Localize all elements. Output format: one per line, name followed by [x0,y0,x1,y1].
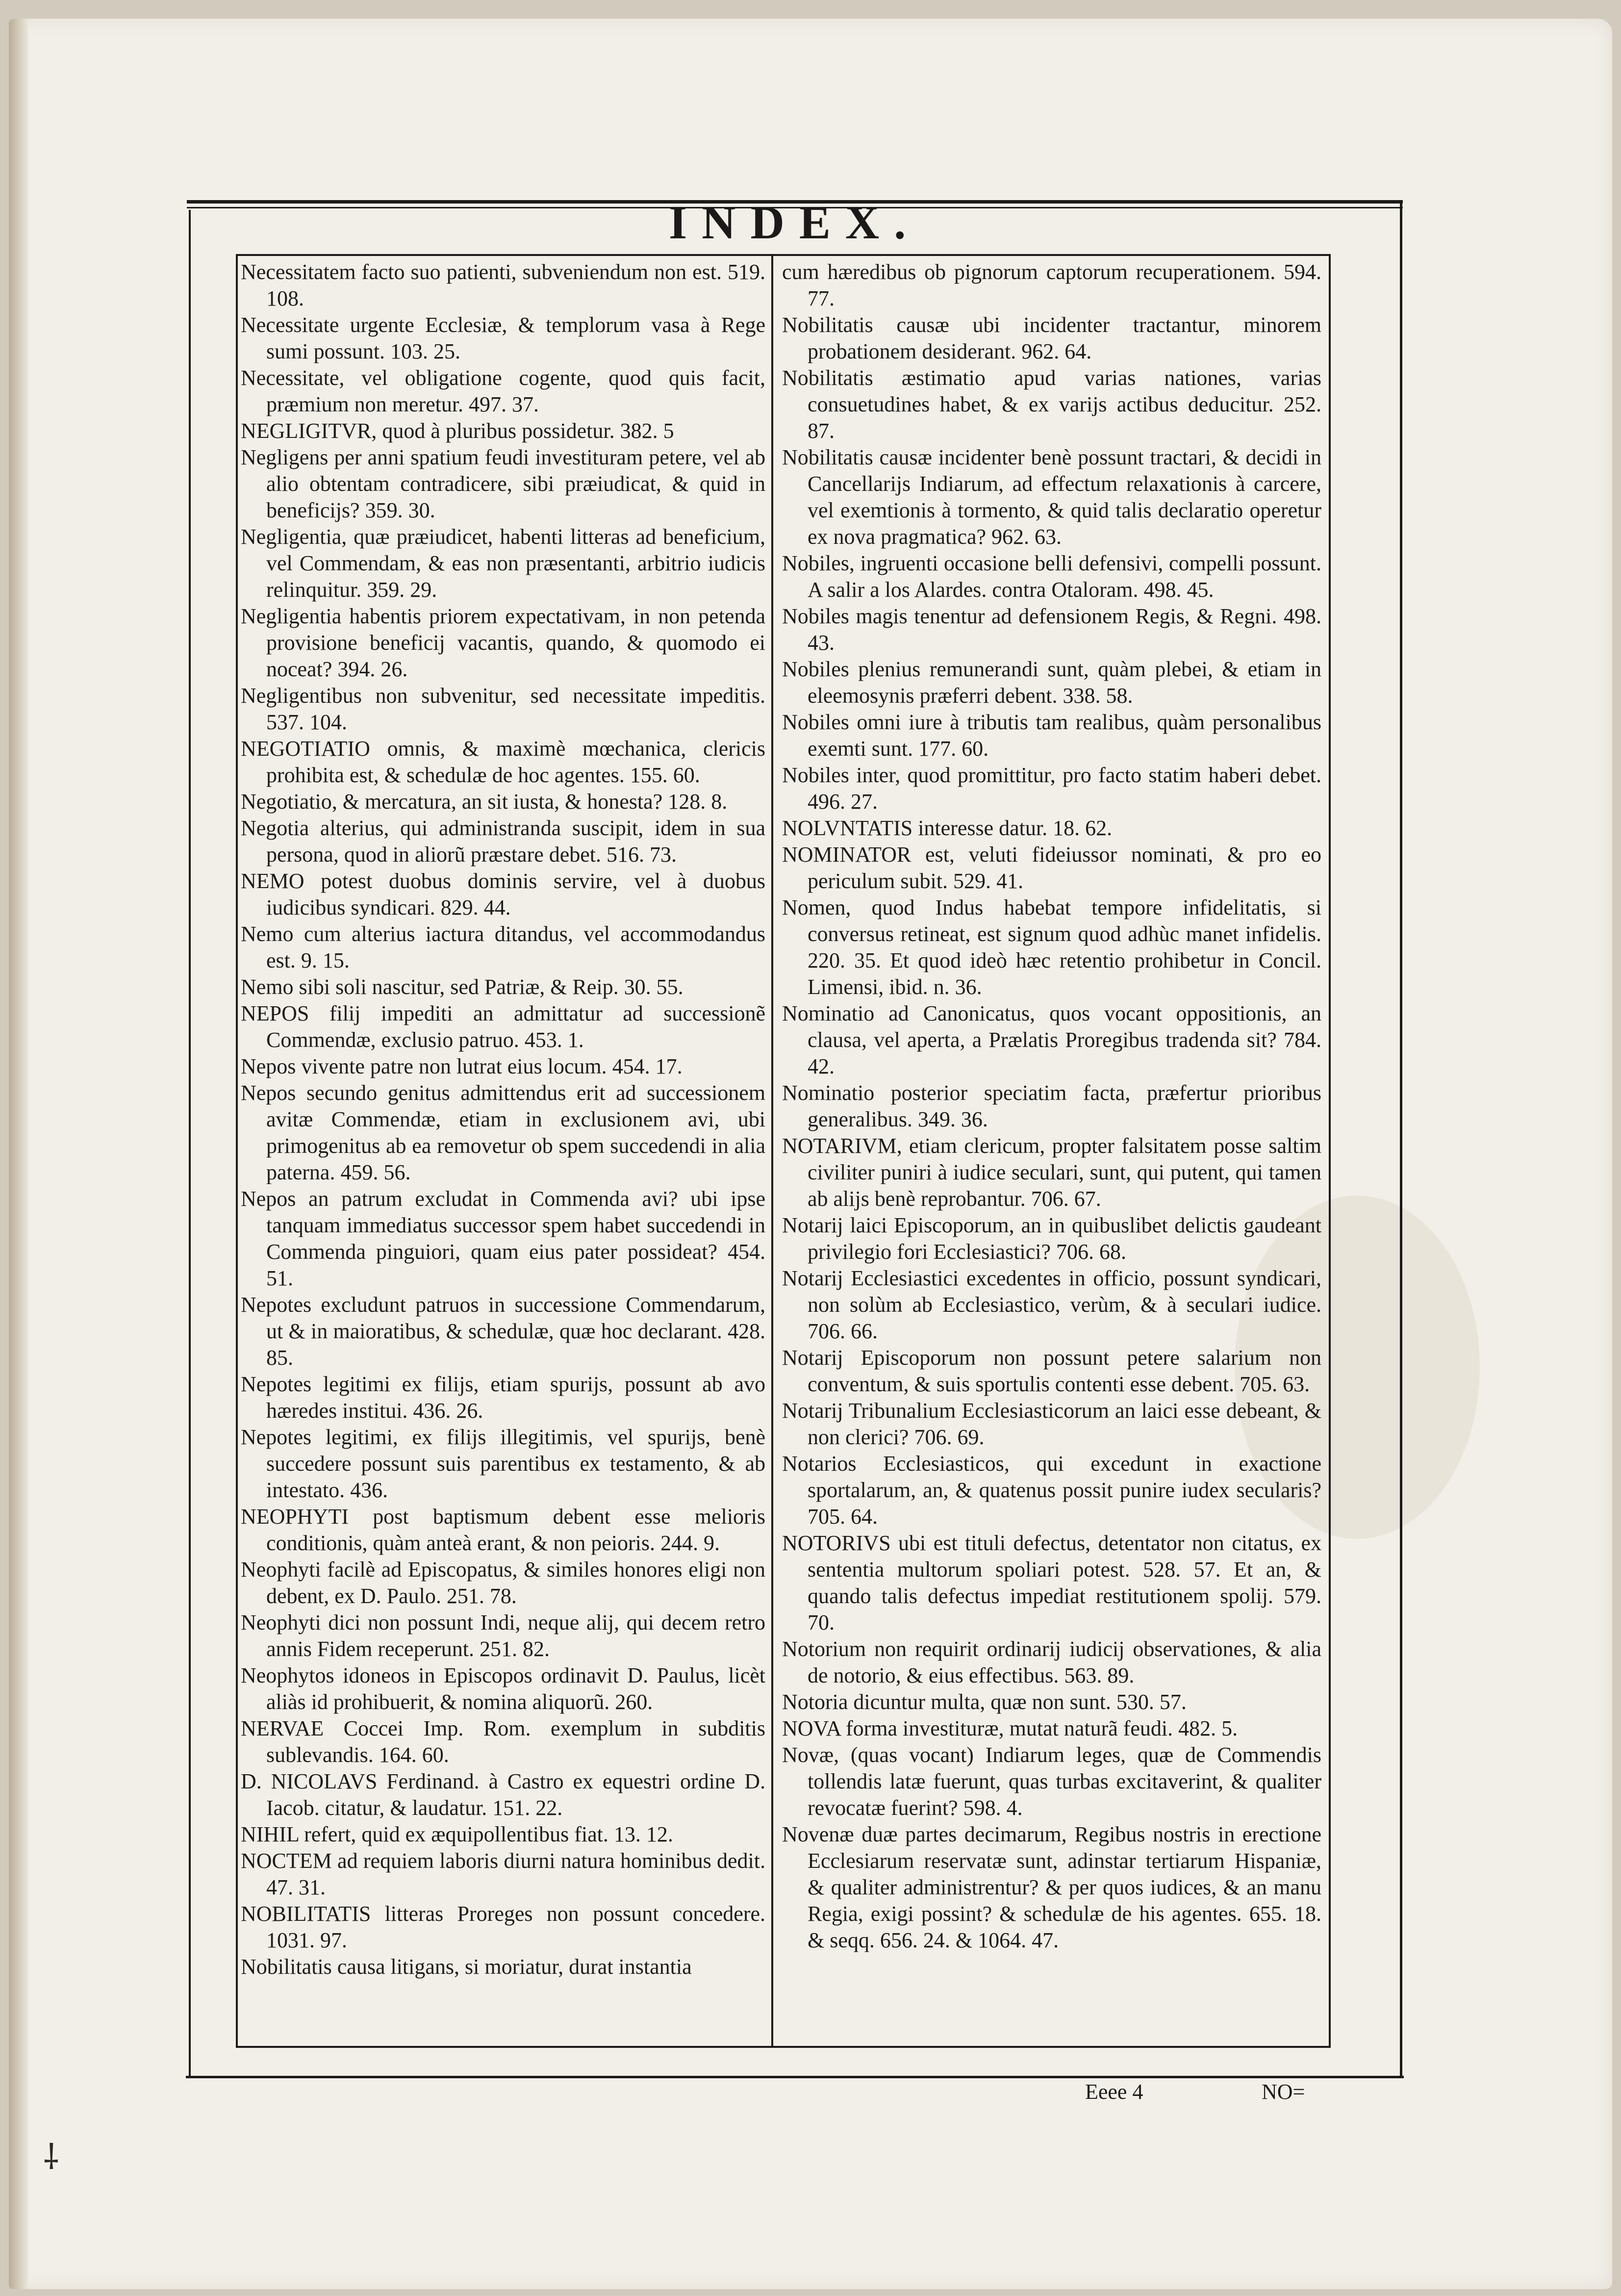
index-entry: NOMINATOR est, veluti fideiussor nominati, & pro eo periculum subit. 529. 41. [782,842,1321,893]
index-entry: Nobiles magis tenentur ad defensionem Regis, & Regni. 498. 43. [782,604,1321,655]
index-entry: Negligentia habentis priorem expectativam, in non petenda provisione beneficij vacantis, quando, & quomodo ei noceat? 394. 26. [241,604,765,681]
index-entry: Negligens per anni spatium feudi investituram petere, vel ab alio obtentam contradicere, sibi præiudicat, & quid in beneficijs? 359. 30. [241,445,765,522]
index-entry: NOBILITATIS litteras Proreges non possunt concedere. 1031. 97. [241,1902,765,1952]
index-entry: Notarios Ecclesiasticos, qui excedunt in exactione sportalarum, an, & quatenus possit punire iudex secularis? 705. 64. [782,1452,1321,1529]
index-entry: Nominatio posterior speciatim facta, præfertur prioribus generalibus. 349. 36. [782,1081,1321,1131]
flourish-icon: ⸸ [43,2137,59,2177]
book-page [9,19,1612,2289]
index-entry: Negligentibus non subvenitur, sed necessitate impeditis. 537. 104. [241,684,765,734]
index-entry: Necessitate, vel obligatione cogente, quod quis facit, præmium non meretur. 497. 37. [241,366,765,416]
printed-frame [183,185,1406,2103]
index-entry: Negotia alterius, qui administranda suscipit, idem in sua persona, quod in aliorũ præstare debet. 516. 73. [241,816,765,867]
index-entry: Nemo cum alterius iactura ditandus, vel accommodandus est. 9. 15. [241,922,765,972]
index-entry: Neophyti dici non possunt Indi, neque alij, qui decem retro annis Fidem receperunt. 251. 82. [241,1610,765,1661]
index-entry: Novæ, (quas vocant) Indiarum leges, quæ de Commendis tollendis latæ fuerunt, quas turbas excitaverint, & qualiter revocatæ fuerint? 598. 4. [782,1743,1321,1820]
index-entry: Notarij laici Episcoporum, an in quibuslibet delictis gaudeant privilegio fori Ecclesiastici? 706. 68. [782,1213,1321,1264]
index-entry: NEMO potest duobus dominis servire, vel à duobus iudicibus syndicari. 829. 44. [241,869,765,919]
right-column [782,259,1321,1954]
index-entry: Necessitate urgente Ecclesiæ, & templorum vasa à Rege sumi possunt. 103. 25. [241,313,765,363]
index-entry: Nepos secundo genitus admittendus erit ad successionem avitæ Commendæ, etiam in exclusionem avi, ubi primogenitus ab ea removetur ob spem succedendi in alia paterna. 459. 56. [241,1081,765,1184]
index-entry: NOTORIVS ubi est tituli defectus, detentator non citatus, ex sententia multorum spoliari potest. 528. 57. Et an, & quando talis defectus impediat restitutionem spolij. 579. 70. [782,1531,1321,1634]
index-entry: Neophytos idoneos in Episcopos ordinavit D. Paulus, licèt aliàs id prohibuerit, & nomina aliquorũ. 260. [241,1663,765,1714]
index-entry: Notarij Tribunalium Ecclesiasticorum an laici esse debeant, & non clerici? 706. 69. [782,1399,1321,1449]
index-entry: Nepos an patrum excludat in Commenda avi? ubi ipse tanquam immediatus successor spem habet succedendi in Commenda pinguiori, quam eius pater possideat? 454. 51. [241,1187,765,1290]
left-border [189,210,191,2078]
index-entry: NEGLIGITVR, quod à pluribus possidetur. 382. 5 [241,419,674,443]
book-spine [9,19,28,2289]
column-divider [771,254,773,2046]
index-entry: Nobilitatis causa litigans, si moriatur, durat instantia [241,1955,692,1979]
index-entry: Notorium non requirit ordinarij iudicij observationes, & alia de notorio, & eius effectibus. 563. 89. [782,1637,1321,1687]
index-entry: Nominatio ad Canonicatus, quos vocant oppositionis, an clausa, vel aperta, a Prælatis Proregibus tradenda sit? 784. 42. [782,1001,1321,1078]
index-entry: NERVAE Coccei Imp. Rom. exemplum in subditis sublevandis. 164. 60. [241,1716,765,1767]
index-entry: cum hæredibus ob pignorum captorum recuperationem. 594. 77. [782,260,1321,310]
bottom-rule [186,2076,1404,2078]
index-entry: Notarij Ecclesiastici excedentes in officio, possunt syndicari, non solùm ab Ecclesiastico, verùm, & à seculari iudice. 706. 66. [782,1266,1321,1343]
index-entry: Nobiles plenius remunerandi sunt, quàm plebei, & etiam in eleemosynis præferri debent. 338. 58. [782,657,1321,708]
left-column [241,259,765,1980]
index-entry: Notarij Episcoporum non possunt petere salarium non conventum, & suis sportulis contenti esse debent. 705. 63. [782,1346,1321,1396]
index-entry: NIHIL refert, quid ex æquipollentibus fiat. 13. 12. [241,1822,673,1846]
index-entry: D. NICOLAVS Ferdinand. à Castro ex equestri ordine D. Iacob. citatur, & laudatur. 151. 22. [241,1769,765,1820]
index-entry: Nepotes excludunt patruos in successione Commendarum, ut & in maioratibus, & schedulæ, quæ hoc declarant. 428. 85. [241,1293,765,1370]
index-entry: NEPOS filij impediti an admittatur ad successionẽ Commendæ, exclusio patruo. 453. 1. [241,1001,765,1052]
index-entry: Negotiatio, & mercatura, an sit iusta, & honesta? 128. 8. [241,790,728,814]
index-entry: Negligentia, quæ præiudicet, habenti litteras ad beneficium, vel Commendam, & eas non præsentanti, arbitrio iudicis relinquitur. 359. 29. [241,525,765,602]
index-entry: Neophyti facilè ad Episcopatus, & similes honores eligi non debent, ex D. Paulo. 251. 78. [241,1557,765,1608]
index-entry: Nepotes legitimi ex filijs, etiam spurijs, possunt ab avo hæredes institui. 436. 26. [241,1372,765,1423]
index-entry: Nepotes legitimi, ex filijs illegitimis, vel spurijs, benè succedere possunt suis parentibus ex testamento, & ab intestato. 436. [241,1425,765,1502]
index-entry: Nemo sibi soli nascitur, sed Patriæ, & Reip. 30. 55. [241,975,684,999]
index-entry: Nobilitatis æstimatio apud varias nationes, varias consuetudines habet, & ex varijs actibus deducitur. 252. 87. [782,366,1321,443]
index-entry: NOVA forma investituræ, mutat naturã feudi. 482. 5. [782,1716,1238,1740]
index-entry: NOLVNTATIS interesse datur. 18. 62. [782,816,1113,840]
signature-mark: Eeee 4 [1085,2080,1143,2104]
index-entry: Nepos vivente patre non lutrat eius locum. 454. 17. [241,1054,683,1078]
index-entry: Necessitatem facto suo patienti, subveniendum non est. 519. 108. [241,260,765,310]
index-entry: Nobilitatis causæ incidenter benè possunt tractari, & decidi in Cancellarijs Indiarum, ad effectum relaxationis à carcere, vel exemtionis à tormento, & quid talis declaratio operetur ex nova pragmatica? 962. 63. [782,445,1321,549]
index-entry: Nobiles, ingruenti occasione belli defensivi, compelli possunt. A salir a los Alardes. contra Otaloram. 498. 45. [782,551,1321,602]
index-entry: Novenæ duæ partes decimarum, Regibus nostris in erectione Ecclesiarum reservatæ sunt, adinstar tertiarum Hispaniæ, & qualiter administrentur? & per quos iudices, & an manu Regia, exigi possint? & schedulæ de his agentes. 655. 18. & seqq. 656. 24. & 1064. 47. [782,1822,1321,1952]
index-entry: NOTARIVM, etiam clericum, propter falsitatem posse saltim civiliter puniri à iudice seculari, sunt, qui putent, qui tamen ab alijs benè reprobantur. 706. 67. [782,1134,1321,1211]
index-entry: Nobilitatis causæ ubi incidenter tractantur, minorem probationem desiderant. 962. 64. [782,313,1321,363]
index-entry: NEGOTIATIO omnis, & maximè mœchanica, clericis prohibita est, & schedulæ de hoc agentes. 155. 60. [241,737,765,787]
index-entry: NOCTEM ad requiem laboris diurni natura hominibus dedit. 47. 31. [241,1849,765,1899]
index-entry: NEOPHYTI post baptismum debent esse melioris conditionis, quàm anteà erant, & non peioris. 244. 9. [241,1505,765,1555]
right-border [1400,200,1402,2078]
page-title: INDEX. [668,196,921,249]
index-entry: Notoria dicuntur multa, quæ non sunt. 530. 57. [782,1690,1187,1714]
index-entry: Nobiles inter, quod promittitur, pro facto statim haberi debet. 496. 27. [782,763,1321,814]
catchword: NO= [1262,2080,1305,2104]
index-entry: Nomen, quod Indus habebat tempore infidelitatis, si conversus retineat, est signum quod adhùc manet infidelis. 220. 35. Et quod ideò hæc retentio prohibetur in Concil. Limensi, ibid. n. 36. [782,895,1321,999]
index-entry: Nobiles omni iure à tributis tam realibus, quàm personalibus exemti sunt. 177. 60. [782,710,1321,761]
